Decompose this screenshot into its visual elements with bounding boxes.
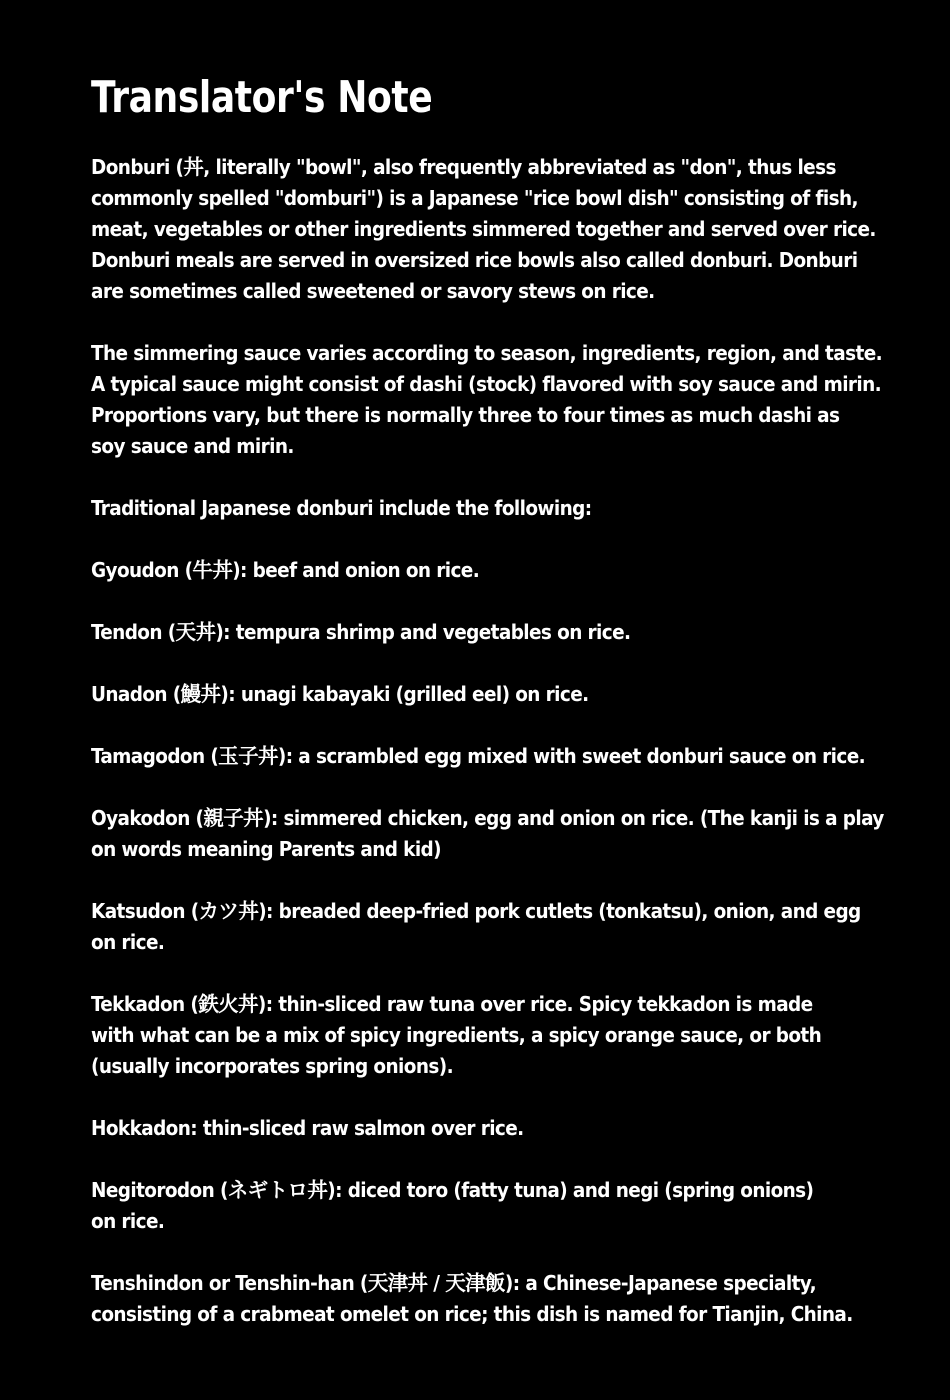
dish-entry-hokkadon: Hokkadon: thin-sliced raw salmon over rice. xyxy=(91,1116,524,1140)
dish-entry-gyoudon: Gyoudon (牛丼): beef and onion on rice. xyxy=(91,558,480,582)
dish-entry-tekkadon: Tekkadon (鉄火丼): thin-sliced raw tuna over rice. Spicy tekkadon is made with what can be a mix of spicy ingredients, a spicy orange sauce, or both (usually incorporates spring onions). xyxy=(91,992,822,1078)
page-title: Translator's Note xyxy=(91,72,433,123)
dish-entry-tendon: Tendon (天丼): tempura shrimp and vegetables on rice. xyxy=(91,620,631,644)
dish-entry-tamagodon: Tamagodon (玉子丼): a scrambled egg mixed with sweet donburi sauce on rice. xyxy=(91,744,866,768)
dish-entry-oyakodon: Oyakodon (親子丼): simmered chicken, egg and onion on rice. (The kanji is a play on words meaning Parents and kid) xyxy=(91,806,884,861)
intro-paragraph-list-heading: Traditional Japanese donburi include the following: xyxy=(91,496,592,520)
dish-entry-unadon: Unadon (鰻丼): unagi kabayaki (grilled eel) on rice. xyxy=(91,682,589,706)
intro-paragraph-sauce: The simmering sauce varies according to season, ingredients, region, and taste. A typical sauce might consist of dashi (stock) flavored with soy sauce and mirin. Proportions vary, but there is normally three to four times as much dashi as soy sauce and mirin. xyxy=(91,341,883,458)
dish-entry-katsudon: Katsudon (カツ丼): breaded deep-fried pork cutlets (tonkatsu), onion, and egg on rice. xyxy=(91,899,861,954)
dish-entry-negitorodon: Negitorodon (ネギトロ丼): diced toro (fatty tuna) and negi (spring onions) on rice. xyxy=(91,1178,814,1233)
intro-paragraph-donburi: Donburi (丼, literally "bowl", also frequently abbreviated as "don", thus less commonly spelled "domburi") is a Japanese "rice bowl dish" consisting of fish, meat, vegetables or other ingredients simmered together and served over rice. Donburi meals are served in oversized rice bowls also called donburi. Donburi are sometimes called sweetened or savory stews on rice. xyxy=(91,155,876,303)
dish-entry-tenshindon: Tenshindon or Tenshin-han (天津丼 / 天津飯): a Chinese-Japanese specialty, consisting of a crabmeat omelet on rice; this dish is named for Tianjin, China. xyxy=(91,1271,853,1326)
